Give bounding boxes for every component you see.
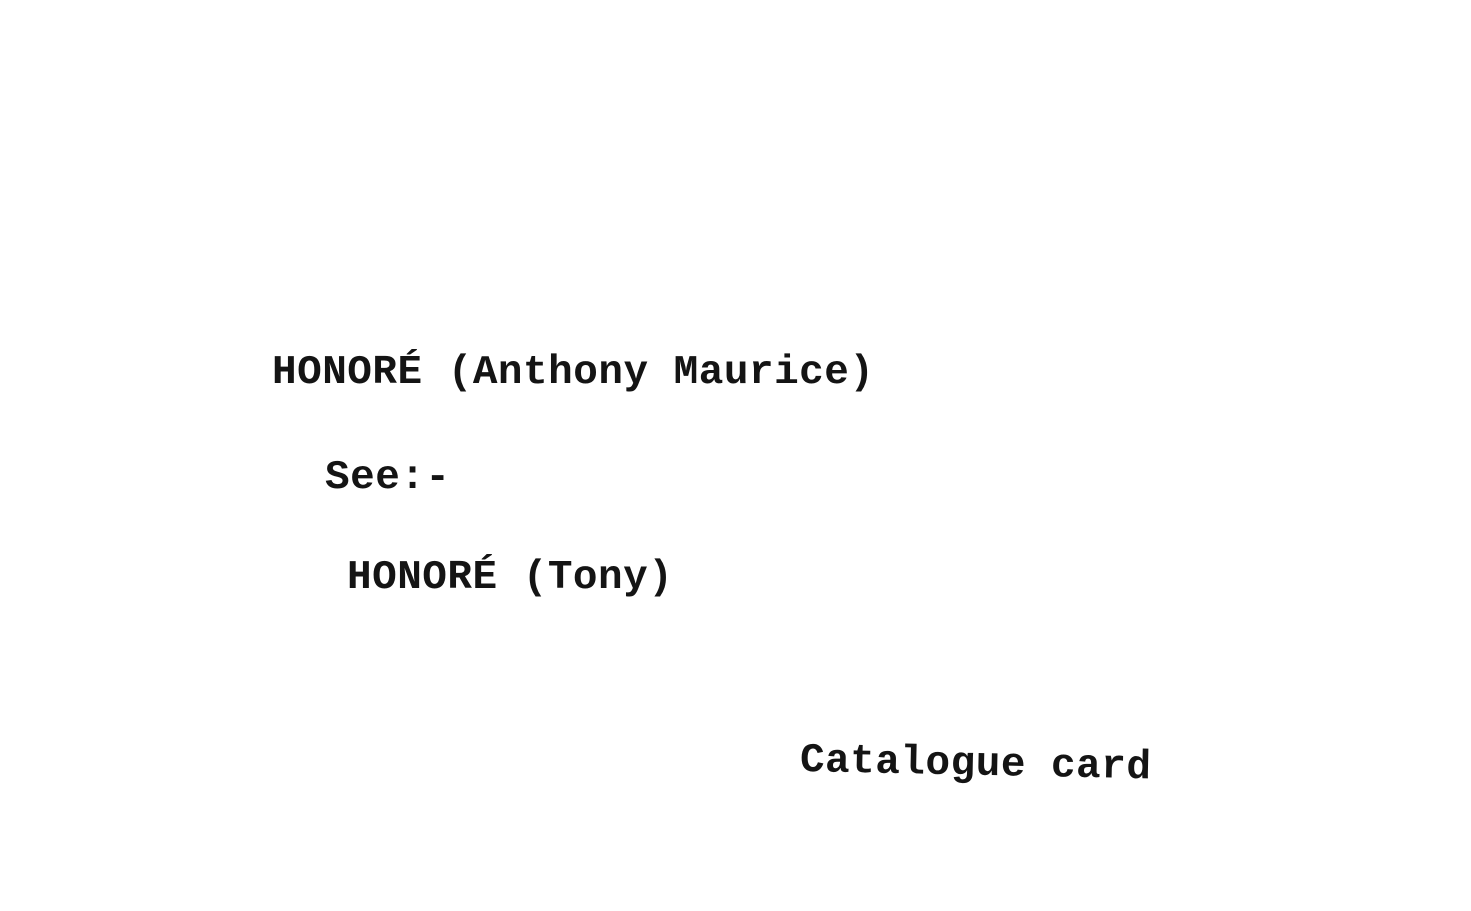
see-label: See:- <box>325 455 451 501</box>
card-heading: HONORÉ (Anthony Maurice) <box>272 350 875 396</box>
card-footer-label: Catalogue card <box>799 738 1152 792</box>
cross-reference: HONORÉ (Tony) <box>347 555 674 601</box>
